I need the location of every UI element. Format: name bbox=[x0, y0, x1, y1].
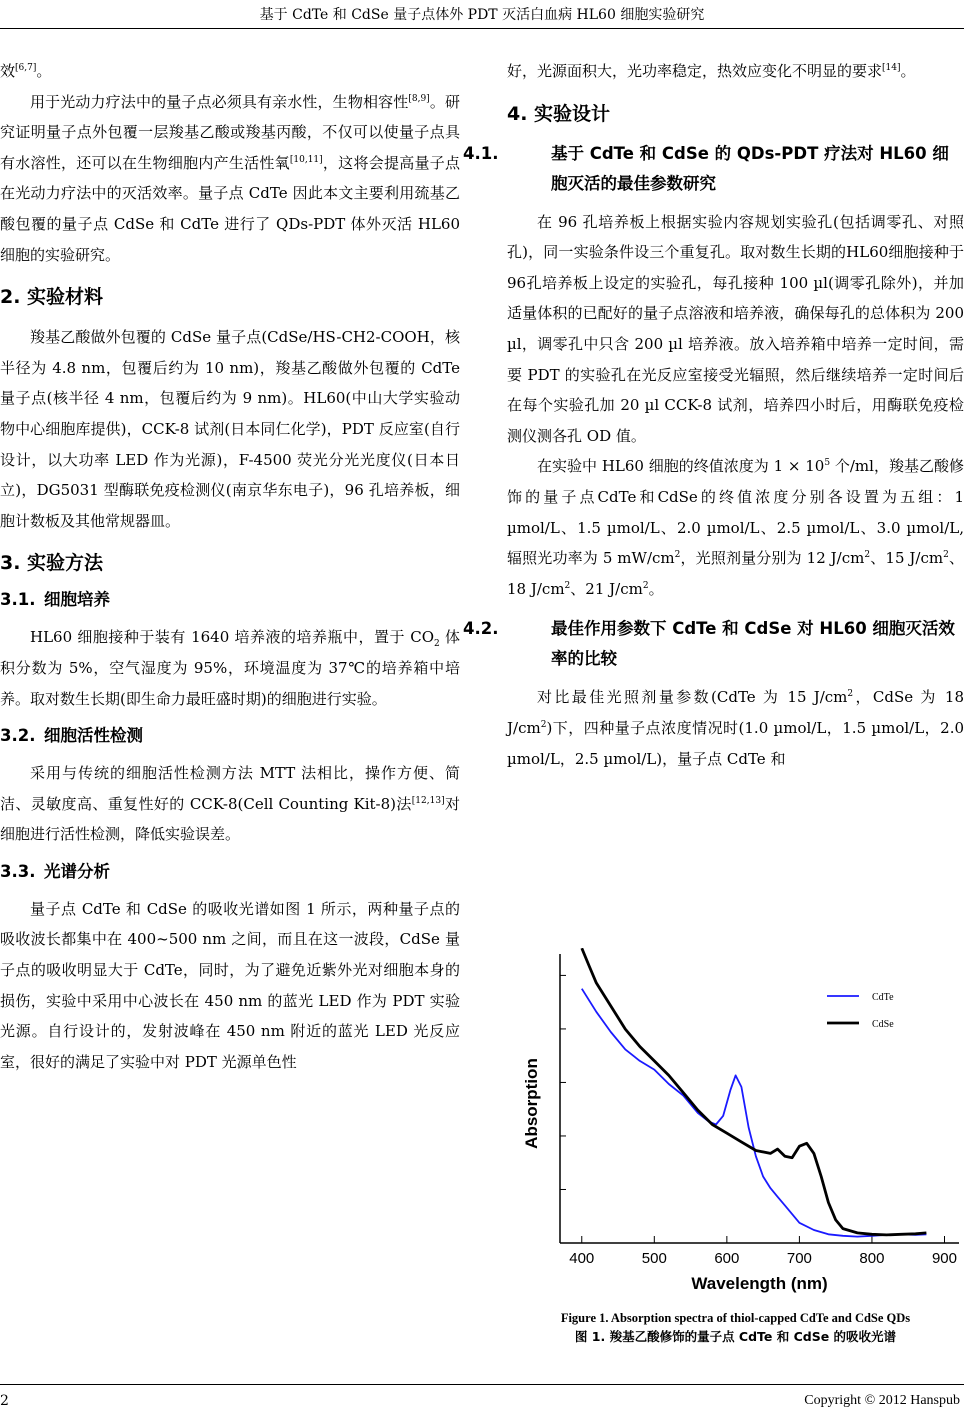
citation[interactable]: [14] bbox=[882, 63, 901, 73]
page-number: 2 bbox=[0, 1393, 9, 1409]
paragraph-cell-culture: HL60 细胞接种于装有 1640 培养液的培养瓶中，置于 $CO_2$ 体积分数为 5%，空气湿度为 95%，环境温度为 37℃的培养箱中培养。取对数生长期(即生命力最旺盛时期)的细胞进行实验。 bbox=[0, 628, 460, 708]
x-tick-label: 400 bbox=[569, 1250, 595, 1267]
x-axis-label: Wavelength (nm) bbox=[691, 1274, 828, 1293]
paragraph-concentrations: 在实验中 HL60 细胞的终值浓度为 $1 \times 10^5$ 个/ml，羧基乙酸修饰的量子点CdTe和CdSe的终值浓度分别各设置为五组：1 µmol/L、1.5 µmol/L、2.0 µmol/L、2.5 µmol/L、3.0 µmol/L,辐照光功率为 5 $mW/cm^2$，光照剂量分别为 12 $J/cm^2$、15 $J/cm^2$、18 $J/cm^2$、21 $J/cm^2$。 bbox=[507, 457, 964, 598]
paragraph-plate-setup: 在 96 孔培养板上根据实验内容规划实验孔(包括调零孔、对照孔)，同一实验条件设三个重复孔。取对数生长期的HL60细胞接种于96孔培养板上设定的实验孔，每孔接种 100 µl(调零孔除外)，并加适量体积的已配好的量子点溶液和培养液，确保每孔的总体积为 200 µl，调零孔中只含 200 µl 培养液。放入培养箱中培养一定时间，需要 PDT 的实验孔在光反应室接受光辐照，然后继续培养一定时间后在每个实验孔加 20 µl CCK-8 试剂，培养四小时后，用酶联免疫检测仪测各孔 OD 值。 bbox=[507, 212, 964, 445]
figure-caption-en: Figure 1. Absorption spectra of thiol-capped CdTe and CdSe QDs bbox=[560, 1311, 911, 1325]
figure-caption-zh: 图 1. 羧基乙酸修饰的量子点 CdTe 和 CdSe 的吸收光谱 bbox=[574, 1329, 897, 1344]
subsection-heading-comparison: 4.2. 最佳作用参数下 CdTe 和 CdSe 对 HL60 细胞灭活效率的比较 bbox=[463, 619, 955, 669]
citation[interactable]: [8,9] bbox=[408, 93, 430, 104]
citation[interactable]: [12,13] bbox=[411, 795, 445, 806]
paragraph-spectra: 量子点 CdTe 和 CdSe 的吸收光谱如图 1 所示，两种量子点的吸收波长都集中在 400~500 nm 之间，而且在这一波段，CdSe 量子点的吸收明显大于 CdTe，同时，为了避免近紫外光对细胞本身的损伤，实验中采用中心波长在 450 nm 的蓝光 LED 作为 PDT 实验光源。自行设计的，发射波峰在 450 nm 附近的蓝光 LED 光反应室，很好的满足了实验中对 PDT 光源单色性 bbox=[0, 899, 460, 1071]
x-tick-label: 900 bbox=[931, 1250, 958, 1267]
x-tick-label: 500 bbox=[641, 1250, 667, 1267]
paragraph-qd-hydrophilic: 用于光动力疗法中的量子点必须具有亲水性，生物相容性[8,9]。研究证明量子点外包覆一层羧基乙酸或羧基丙酸，不仅可以使量子点具有水溶性，还可以在生物细胞内产生活性氧[10,11]，这将会提高量子点在光动力疗法中的灭活效率。量子点 CdTe 因此本文主要利用巯基乙酸包覆的量子点 CdSe 和 CdTe 进行了 QDs-PDT 体外灭活 HL60 细胞的实验研究。 bbox=[0, 92, 460, 264]
right-column bbox=[463, 56, 964, 774]
subsection-heading-cell-culture: 3.1. 细胞培养 bbox=[0, 590, 110, 610]
copyright: Copyright © 2012 Hanspub bbox=[804, 1393, 960, 1408]
paragraph-viability: 采用与传统的细胞活性检测方法 MTT 法相比，操作方便、简洁、灵敏度高、重复性好的 CCK-8(Cell Counting Kit-8)法[12,13]对细胞进行活性检测，降低实验误差。 bbox=[0, 764, 460, 844]
figure-absorption-spectra bbox=[507, 948, 964, 1308]
subsection-heading-viability: 3.2. 细胞活性检测 bbox=[0, 726, 143, 746]
y-axis-label: Absorption bbox=[522, 1058, 541, 1149]
citation[interactable]: [6,7] bbox=[15, 63, 37, 73]
section-heading-design: 4. 实验设计 bbox=[507, 102, 611, 125]
paragraph-continuation: 效[6,7]。 bbox=[0, 62, 52, 80]
subsection-heading-optimal-params: 4.1. 基于 CdTe 和 CdSe 的 QDs-PDT 疗法对 HL60 细胞灭活的最佳参数研究 bbox=[463, 143, 949, 193]
legend-label-cdse: CdSe bbox=[872, 1019, 894, 1030]
footer-rule bbox=[0, 1384, 964, 1385]
header-rule bbox=[0, 28, 964, 29]
left-column bbox=[0, 56, 460, 1077]
paragraph-materials: 羧基乙酸做外包覆的 CdSe 量子点(CdSe/HS-CH2-COOH，核半径为 4.8 nm，包覆后约为 10 nm)，羧基乙酸做外包覆的 CdTe 量子点(核半径 4 nm，包覆后约为 9 nm)。HL60(中山大学实验动物中心细胞库提供)，CCK-8 试剂(日本同仁化学)，PDT 反应室(自行设计，以大功率 LED 作为光源)，F-4500 荧光分光光度仪(日本日立)，DG5031 型酶联免疫检测仪(南京华东电子)，96 孔培养板，细胞计数板及其他常规器皿。 bbox=[0, 328, 460, 530]
paragraph-continuation-right: 好，光源面积大，光功率稳定，热效应变化不明显的要求[14]。 bbox=[507, 62, 916, 80]
legend-label-cdte: CdTe bbox=[872, 992, 894, 1003]
paragraph-comparison: 对比最佳光照剂量参数(CdTe 为 15 $J/cm^2$，CdSe 为 18 $J/cm^2$)下，四种量子点浓度情况时(1.0 µmol/L，1.5 µmol/L，2.0 µmol/L，2.5 µmol/L)，量子点 CdTe 和 bbox=[507, 688, 964, 768]
subsection-heading-spectra: 3.3. 光谱分析 bbox=[0, 861, 110, 881]
x-tick-label: 600 bbox=[714, 1250, 740, 1267]
section-heading-materials: 2. 实验材料 bbox=[0, 286, 104, 309]
citation[interactable]: [10,11] bbox=[289, 154, 323, 165]
section-heading-methods: 3. 实验方法 bbox=[0, 552, 104, 575]
x-tick-label: 700 bbox=[786, 1250, 812, 1267]
running-header: 基于 CdTe 和 CdSe 量子点体外 PDT 灭活白血病 HL60 细胞实验研究 bbox=[259, 7, 705, 23]
x-tick-label: 800 bbox=[859, 1250, 885, 1267]
absorption-chart bbox=[507, 948, 964, 1308]
